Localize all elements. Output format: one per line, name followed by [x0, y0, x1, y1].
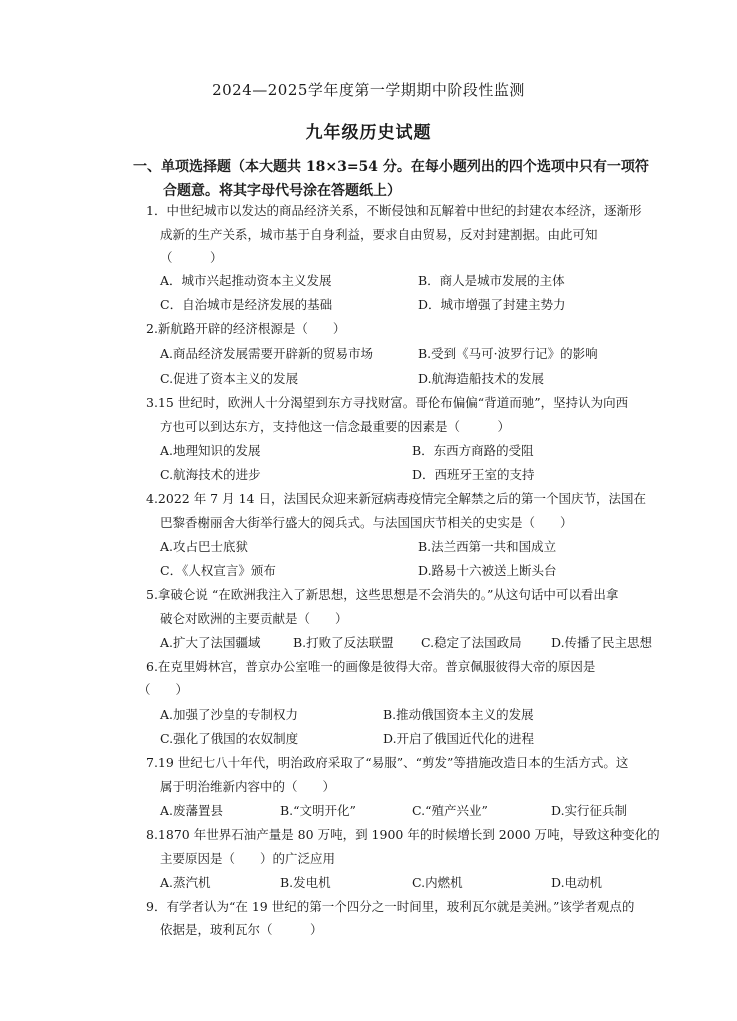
- question-7-option-a: A.废藩置县: [160, 803, 224, 818]
- question-2-line-1: 2.新航路开辟的经济根源是（ ）: [146, 321, 346, 336]
- question-8-line-1: 8.1870 年世界石油产量是 80 万吨，到 1900 年的时候增长到 2000 万吨，导致这种变化的: [146, 827, 660, 842]
- question-6-line-2: （ ）: [138, 682, 189, 697]
- question-3-line-2: 方也可以到达东方，支持他这一信念最重要的因素是（ ）: [160, 419, 511, 434]
- section-heading-line1: 一、单项选择题（本大题共 18×3=54 分。在每小题列出的四个选项中只有一项符: [133, 159, 649, 175]
- question-2-option-c: C.促进了资本主义的发展: [160, 371, 299, 386]
- question-3-option-a: A.地理知识的发展: [160, 443, 261, 458]
- question-1-line-3: （ ）: [160, 250, 223, 265]
- question-3-line-1: 3.15 世纪时，欧洲人十分渴望到东方寻找财富。哥伦布偏偏“背道而驰”，坚持认为向西: [146, 395, 629, 410]
- question-6-option-b: B.推动俄国资本主义的发展: [383, 707, 534, 722]
- question-4-option-c: C．《人权宣言》颁布: [160, 563, 276, 578]
- question-9-line-1: 9．有学者认为“在 19 世纪的第一个四分之一时间里，玻利瓦尔就是美洲。”该学者观点的: [146, 899, 635, 914]
- question-1-line-2: 成新的生产关系，城市基于自身利益，要求自由贸易，反对封建割据。由此可知: [160, 227, 598, 242]
- question-6-option-a: A.加强了沙皇的专制权力: [160, 707, 299, 722]
- question-7-line-1: 7.19 世纪七八十年代，明治政府采取了“易服”、“剪发”等措施改造日本的生活方式。这: [146, 755, 629, 770]
- question-8-option-c: C.内燃机: [412, 875, 463, 890]
- question-4-option-b: B.法兰西第一共和国成立: [418, 539, 557, 554]
- question-7-option-b: B.“文明开化”: [280, 803, 356, 818]
- exam-header-title: 2024—2025学年度第一学期期中阶段性监测: [212, 81, 525, 99]
- question-5-line-2: 破仑对欧洲的主要贡献是（ ）: [160, 611, 348, 626]
- question-6-option-c: C.强化了俄国的农奴制度: [160, 731, 299, 746]
- question-2-option-b: B.受到《马可·波罗行记》的影响: [418, 346, 598, 361]
- question-8-option-d: D.电动机: [551, 875, 603, 890]
- subject-title: 九年级历史试题: [305, 123, 432, 143]
- question-4-option-d: D.路易十六被送上断头台: [418, 563, 557, 578]
- question-4-option-a: A.攻占巴士底狱: [160, 539, 249, 554]
- question-1-line-1: 1．中世纪城市以发达的商品经济关系，不断侵蚀和瓦解着中世纪的封建农本经济，逐渐形: [146, 203, 642, 218]
- question-6-line-1: 6.在克里姆林宫，普京办公室唯一的画像是彼得大帝。普京佩服彼得大帝的原因是: [146, 659, 596, 674]
- question-1-option-b: B．商人是城市发展的主体: [418, 273, 565, 288]
- question-4-line-2: 巴黎香榭丽舍大街举行盛大的阅兵式。与法国国庆节相关的史实是（ ）: [160, 515, 573, 530]
- question-5-option-b: B.打败了反法联盟: [293, 635, 394, 650]
- section-heading: [133, 155, 693, 203]
- question-8-option-a: A.蒸汽机: [160, 875, 211, 890]
- question-6-option-d: D.开启了俄国近代化的进程: [383, 731, 535, 746]
- question-3-option-c: C.航海技术的进步: [160, 467, 261, 482]
- question-5-line-1: 5.拿破仑说 “在欧洲我注入了新思想，这些思想是不会消失的。”从这句话中可以看出拿: [146, 587, 619, 602]
- question-2-option-a: A.商品经济发展需要开辟新的贸易市场: [160, 346, 374, 361]
- question-1-option-d: D．城市增强了封建主势力: [418, 297, 566, 312]
- question-7-line-2: 属于明治维新内容中的（ ）: [160, 779, 336, 794]
- question-5-option-c: C.稳定了法国政局: [421, 635, 522, 650]
- question-1-option-a: A．城市兴起推动资本主义发展: [160, 273, 332, 288]
- question-8-option-b: B.发电机: [280, 875, 331, 890]
- question-9-line-2: 依据是，玻利瓦尔（ ）: [160, 922, 323, 937]
- question-7-option-d: D.实行征兵制: [551, 803, 628, 818]
- question-5-option-a: A.扩大了法国疆域: [160, 635, 261, 650]
- question-8-line-2: 主要原因是（ ）的广泛应用: [160, 851, 336, 866]
- question-7-option-c: C.“殖产兴业”: [412, 803, 488, 818]
- question-2-option-d: D.航海造船技术的发展: [418, 371, 545, 386]
- question-3-option-d: D．西班牙王室的支持: [412, 467, 535, 482]
- section-heading-line2: 合题意。将其字母代号涂在答题纸上）: [163, 183, 401, 199]
- question-4-line-1: 4.2022 年 7 月 14 日，法国民众迎来新冠病毒疫情完全解禁之后的第一个国庆节，法国在: [146, 491, 646, 506]
- question-3-option-b: B．东西方商路的受阻: [412, 443, 534, 458]
- question-5-option-d: D.传播了民主思想: [551, 635, 653, 650]
- question-1-option-c: C．自治城市是经济发展的基础: [160, 297, 333, 312]
